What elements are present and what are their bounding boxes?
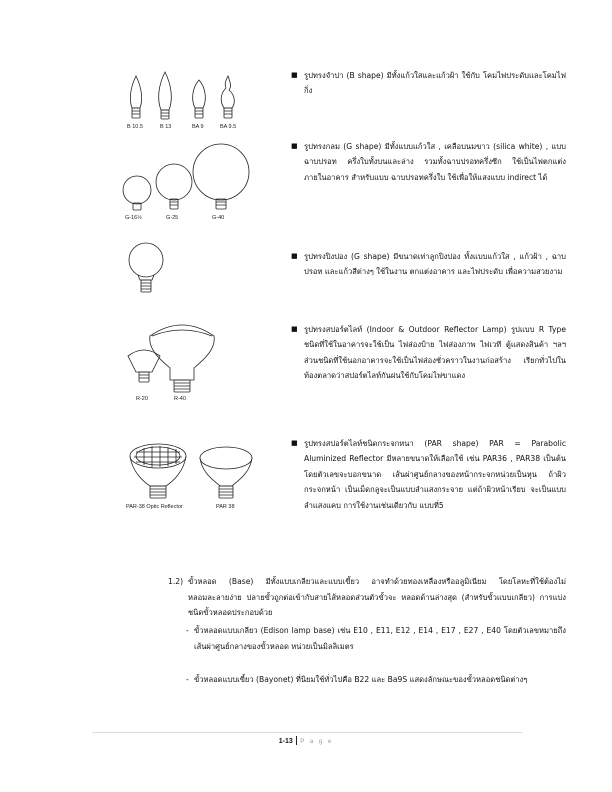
page-number: 1-13 (278, 738, 293, 745)
par-label-1: PAR-38 Optic Reflector (126, 504, 183, 510)
bullet-text: รูปทรงสปอร์ตไลท์ (Indoor & Outdoor Reflector Lamp) รูปแบบ R Type ชนิดที่ใช้ในอาคารจะใช้เป็น ไฟส่องป้าย ไฟส่องภาพ ไฟเวที ตู้แสดงสินค้า ฯลฯ ส่วนชนิดที่ใช้นอกอาคารจะใช้เป็นไฟส่องชั่วคราวในงานก่อสร้าง เรียกทั่วไปในท้องตลาดว่าสปอร์ตไลท์กันฝนใช้กับโคมไฟขาแดง (304, 325, 566, 381)
bullet-text: รูปทรงปิงปอง (G shape) มีขนาดเท่าลูกปิงปอง ทั้งแบบแก้วใส , แก้วฝ้า , ฉาบปรอท และแก้วสีต่างๆ ใช้ในงาน ตกแต่งอาคาร และไฟประดับ เพื่อความสวยงาม (304, 252, 566, 277)
pingpong-lamp-drawing (126, 240, 170, 296)
reflector-label-1: R-20 (136, 396, 148, 402)
reflector-lamps-figure (122, 318, 242, 404)
dash-marker: - (186, 626, 189, 635)
globe-lamps-drawing (120, 138, 254, 222)
candle-lamps-drawing (120, 68, 250, 134)
par-lamps-drawing (126, 438, 262, 510)
bullet-marker: ■ (291, 252, 298, 260)
candle-label-1: B 10.5 (127, 124, 143, 130)
candle-label-2: B 13 (160, 124, 172, 130)
globe-label-2: G-25 (166, 215, 179, 221)
pingpong-lamp-figure (126, 240, 170, 296)
list-item-text: ขั้วหลอดแบบเขี้ยว (Bayonet) ที่นิยมใช้ทั่วไปคือ B22 และ Ba9S แสดงลักษณะของขั้วหลอดชนิดต่างๆ (194, 675, 528, 684)
reflector-lamps-drawing (122, 318, 242, 404)
par-lamps-figure (126, 438, 262, 510)
list-item-edison (186, 623, 566, 654)
bullet-text: รูปทรงสปอร์ตไลท์ชนิดกระจกหนา (PAR shape) PAR = Parabolic Aluminized Reflector มีหลายขนาดให้เลือกใช้ เช่น PAR36 , PAR38 เป็นต้น โดยตัวเลขจะบอกขนาด เส้นผ่าศูนย์กลางของหน้ากระจกหน่วยเป็นหุน ถ้าผิวกระจกหน้า เป็นเม็ดกลูจะเป็นแบบลำแสงกระจาย แต่ถ้าผิวหน้าเรียบ จะเป็นแบบลำแสงแคบ การใช้งานเช่นเดียวกับ แบบที่5 (304, 439, 566, 510)
bullet-reflector-shape (291, 322, 566, 384)
footer-divider (92, 732, 522, 733)
bullet-par-shape (291, 436, 566, 513)
bullet-candle-shape (291, 68, 566, 99)
candle-lamps-figure (120, 68, 250, 134)
globe-lamps-figure (120, 138, 254, 222)
list-item-bayonet (186, 672, 566, 688)
candle-label-4: BA 9.5 (220, 124, 237, 130)
bullet-text: รูปทรงกลม (G shape) มีทั้งแบบแก้วใส , เคลือบนมขาว (silica white) , แบบฉาบปรอท ครึ่งใบทั้งบนและล่าง รวมทั้งฉาบปรอทครึ่งซีก ใช้เป็นไฟตกแต่ง ภายในอาคาร สำหรับแบบ ฉาบปรอทครึ่งใบ ใช้เพื่อให้แสงแบบ indirect ได้ (304, 142, 566, 182)
dash-marker: - (186, 675, 189, 684)
bullet-text: รูปทรงจำปา (B shape) มีทั้งแก้วใสและแก้วฝ้า ใช้กับ โคมไฟประดับและโคมไฟกิ่ง (304, 71, 566, 96)
bullet-globe-shape (291, 139, 566, 185)
bullet-marker: ■ (291, 325, 298, 333)
bullet-marker: ■ (291, 439, 298, 447)
bullet-marker: ■ (291, 71, 298, 79)
globe-label-1: G-16½ (125, 215, 142, 221)
candle-label-3: BA 9 (192, 124, 204, 130)
page-label: P a g e (300, 739, 334, 745)
bullet-pingpong-shape (291, 249, 566, 280)
globe-label-3: G-40 (212, 215, 225, 221)
bullet-marker: ■ (291, 142, 298, 150)
footer-separator (296, 736, 298, 745)
par-label-2: PAR 38 (216, 504, 235, 510)
list-item-text: ขั้วหลอดแบบเกลียว (Edison lamp base) เช่น E10 , E11, E12 , E14 , E17 , E27 , E40 โดยตัวเลขหมายถึง เส้นผ่าศูนย์กลางของขั้วหลอด หน่วยเป็นมิลลิเมตร (194, 626, 566, 651)
reflector-label-2: R-40 (174, 396, 186, 402)
section-number: 1.2) (168, 577, 184, 586)
section-text: ขั้วหลอด (Base) มีทั้งแบบเกลียวและแบบเขี้ยว อาจทำด้วยทองเหลืองหรืออลูมิเนียม โดยโลหะที่ใช้ต้องไม่หลอมละลายง่าย ปลายขั้วถูกต่อเข้ากับสายไส้หลอดส่วนตัวขั้วจะ หลอดด้านล่างสุด (สำหรับขั้วแบบเกลียว) การแบ่งชนิดขั้วหลอดประกอบด้วย (188, 577, 566, 618)
page-footer (0, 736, 612, 745)
